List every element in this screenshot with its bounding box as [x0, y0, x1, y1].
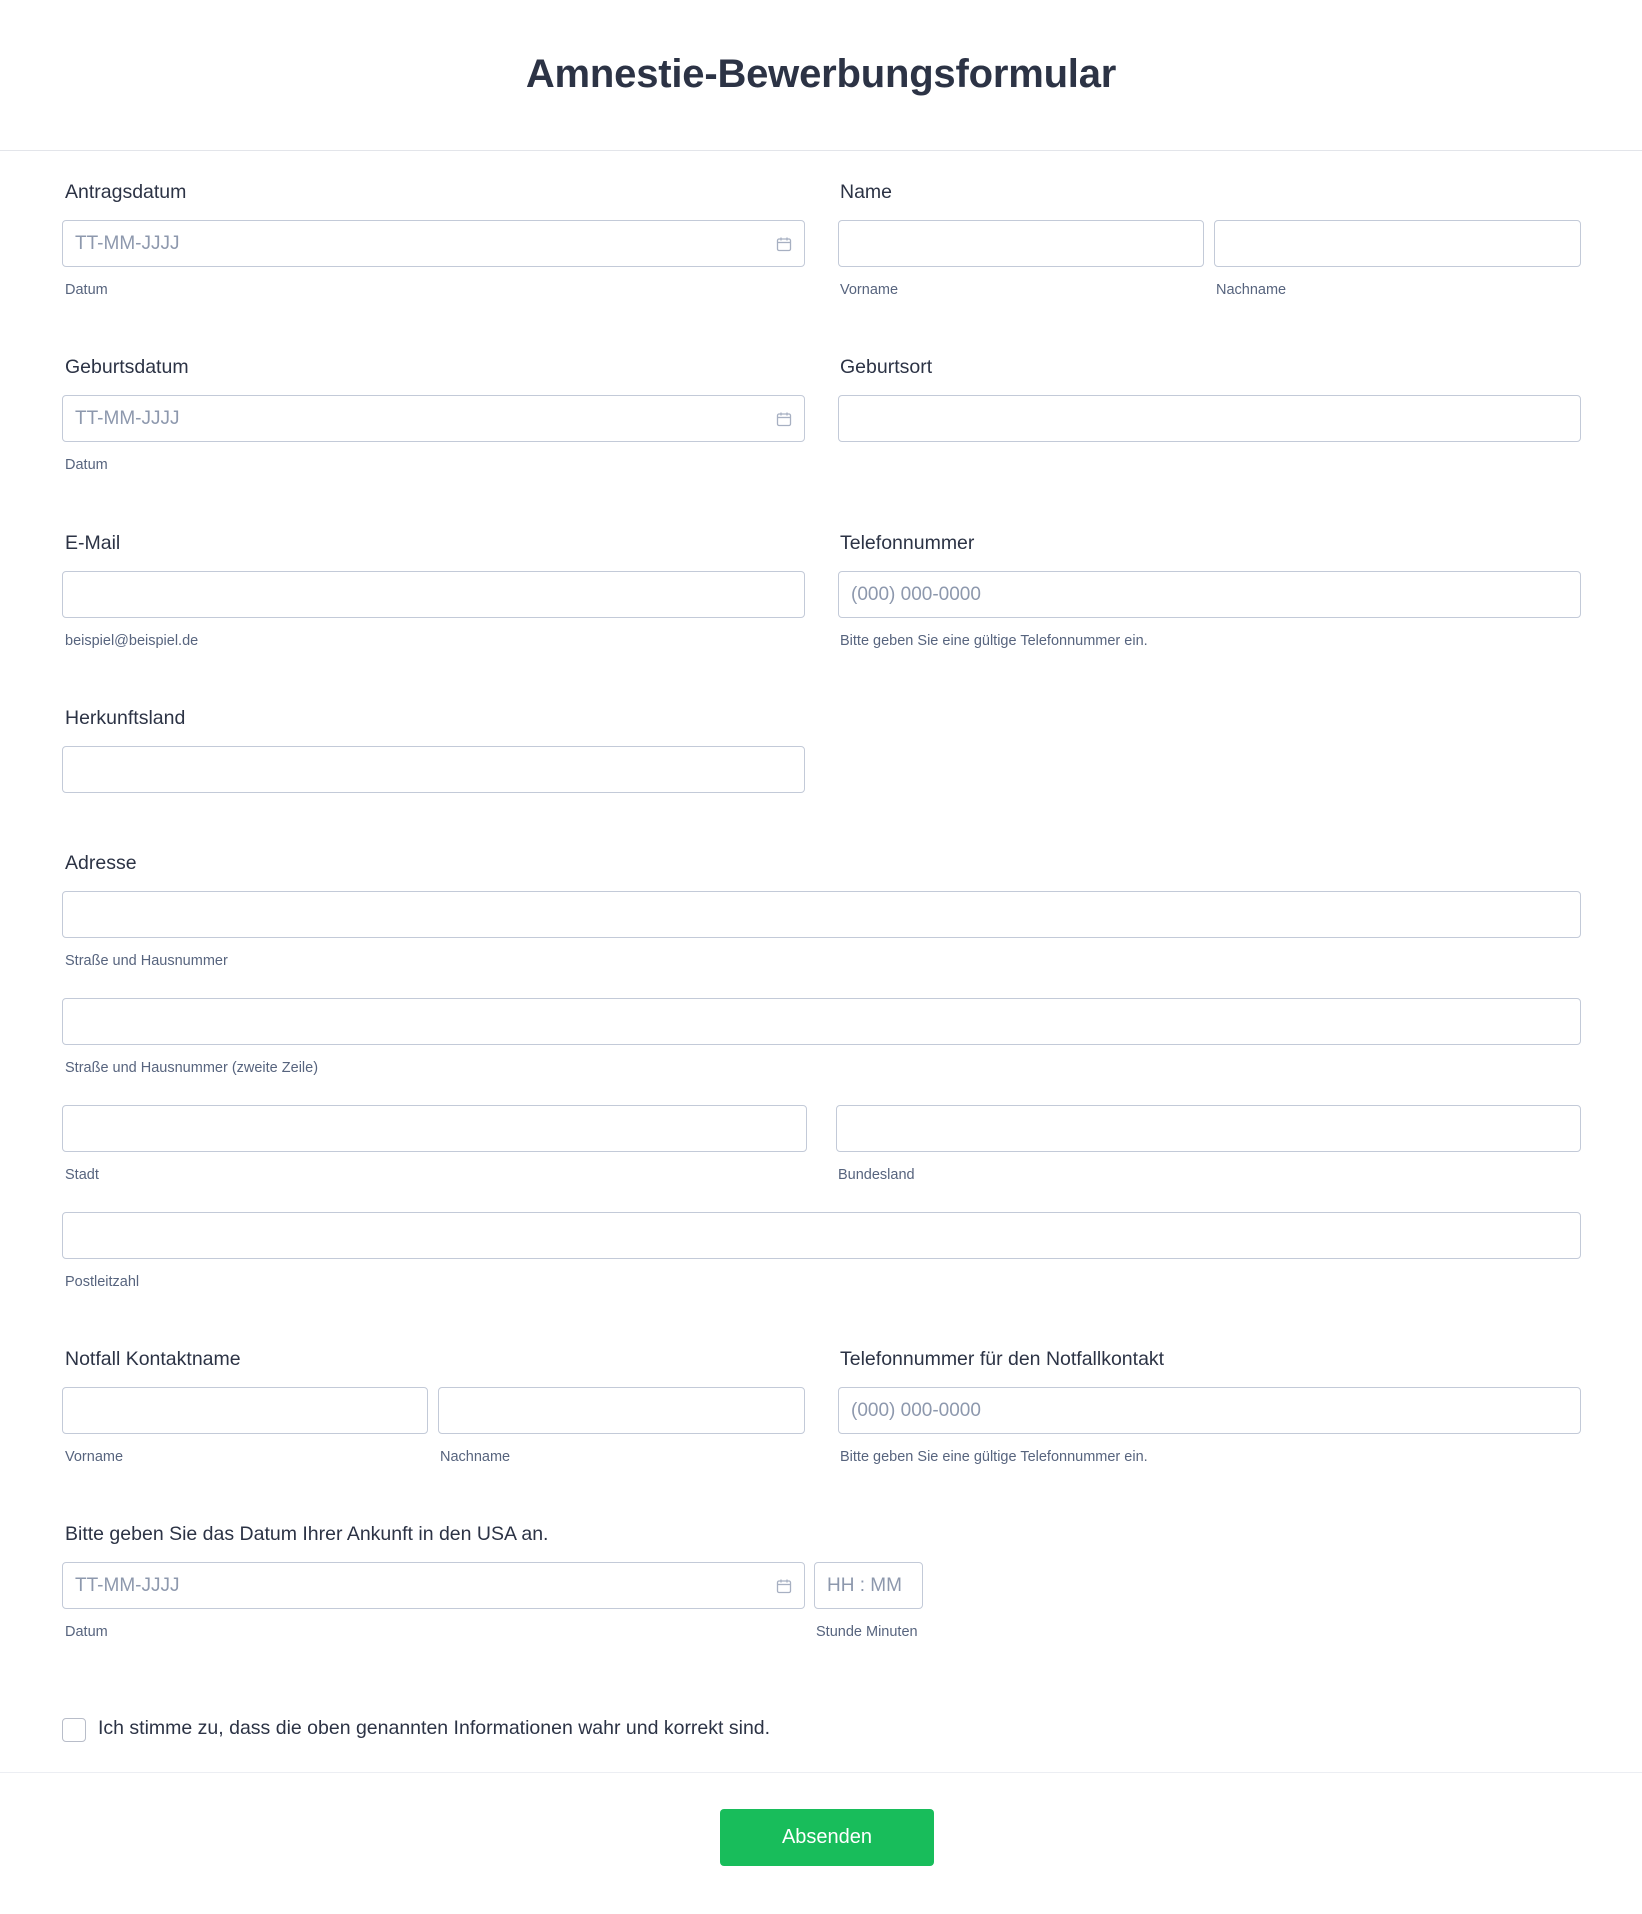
city-input[interactable] [62, 1105, 807, 1152]
phone-label: Telefonnummer [840, 532, 975, 554]
last-name-input[interactable] [1214, 220, 1581, 267]
application-date-placeholder: TT-MM-JJJJ [75, 232, 180, 254]
application-date-label: Antragsdatum [65, 181, 187, 203]
arrival-label: Bitte geben Sie das Datum Ihrer Ankunft in den USA an. [65, 1523, 549, 1545]
origin-country-input[interactable] [62, 746, 805, 793]
emergency-last-name-sublabel: Nachname [440, 1449, 511, 1465]
phone-sublabel: Bitte geben Sie eine gültige Telefonnummer ein. [840, 633, 1148, 649]
birth-place-label: Geburtsort [840, 356, 933, 378]
submit-button[interactable]: Absenden [720, 1809, 934, 1866]
calendar-icon[interactable] [776, 236, 792, 252]
emergency-phone-placeholder: (000) 000-0000 [851, 1399, 981, 1421]
emergency-last-name-input[interactable] [438, 1387, 805, 1434]
street2-input[interactable] [62, 998, 1581, 1045]
arrival-time-placeholder: HH : MM [827, 1574, 902, 1596]
form-title: Amnestie-Bewerbungsformular [525, 51, 1117, 96]
arrival-date-input[interactable] [62, 1562, 805, 1609]
phone-input[interactable] [838, 571, 1581, 618]
emergency-phone-sublabel: Bitte geben Sie eine gültige Telefonnummer ein. [840, 1449, 1148, 1465]
arrival-date-placeholder: TT-MM-JJJJ [75, 1574, 180, 1596]
arrival-time-input[interactable] [814, 1562, 923, 1609]
email-input[interactable] [62, 571, 805, 618]
phone-placeholder: (000) 000-0000 [851, 583, 981, 605]
zip-sublabel: Postleitzahl [65, 1274, 140, 1290]
last-name-sublabel: Nachname [1216, 282, 1287, 298]
state-sublabel: Bundesland [838, 1167, 915, 1183]
calendar-icon[interactable] [776, 1578, 792, 1594]
birth-date-input[interactable] [62, 395, 805, 442]
emergency-phone-label: Telefonnummer für den Notfallkontakt [840, 1348, 1165, 1370]
application-date-sublabel: Datum [65, 282, 108, 298]
application-date-input[interactable] [62, 220, 805, 267]
email-label: E-Mail [65, 532, 121, 554]
emergency-phone-input[interactable] [838, 1387, 1581, 1434]
emergency-name-label: Notfall Kontaktname [65, 1348, 241, 1370]
state-input[interactable] [836, 1105, 1581, 1152]
form-header [0, 0, 1642, 151]
email-sublabel: beispiel@beispiel.de [65, 633, 199, 649]
origin-country-label: Herkunftsland [65, 707, 186, 729]
calendar-icon[interactable] [776, 411, 792, 427]
consent-checkbox[interactable] [62, 1718, 86, 1742]
street2-sublabel: Straße und Hausnummer (zweite Zeile) [65, 1060, 319, 1076]
emergency-first-name-input[interactable] [62, 1387, 428, 1434]
birth-date-sublabel: Datum [65, 457, 108, 473]
street1-input[interactable] [62, 891, 1581, 938]
street1-sublabel: Straße und Hausnummer [65, 953, 228, 969]
address-label: Adresse [65, 852, 137, 874]
consent-label[interactable]: Ich stimme zu, dass die oben genannten Informationen wahr und korrekt sind. [98, 1717, 771, 1739]
birth-place-input[interactable] [838, 395, 1581, 442]
arrival-date-sublabel: Datum [65, 1624, 108, 1640]
zip-input[interactable] [62, 1212, 1581, 1259]
first-name-sublabel: Vorname [840, 282, 899, 298]
name-label: Name [840, 181, 893, 203]
emergency-first-name-sublabel: Vorname [65, 1449, 124, 1465]
city-sublabel: Stadt [65, 1167, 99, 1183]
first-name-input[interactable] [838, 220, 1204, 267]
arrival-time-sublabel: Stunde Minuten [816, 1624, 918, 1640]
birth-date-label: Geburtsdatum [65, 356, 189, 378]
birth-date-placeholder: TT-MM-JJJJ [75, 407, 180, 429]
